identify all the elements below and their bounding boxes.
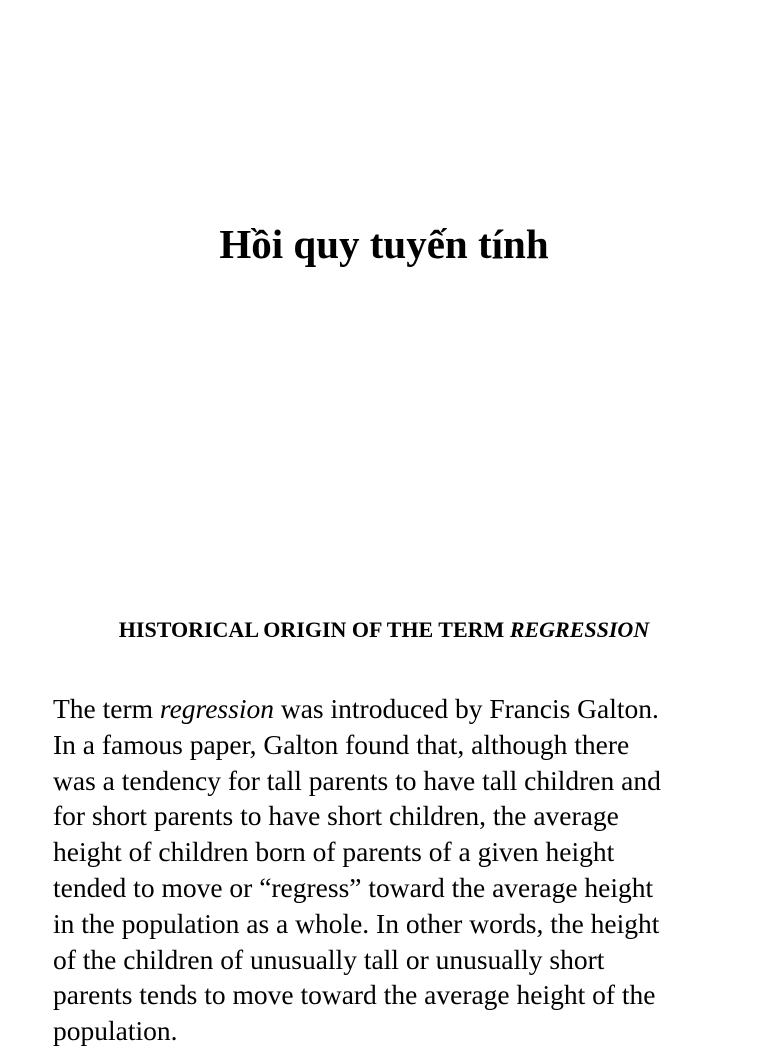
body-line: parents tends to move toward the average height of the <box>53 979 656 1011</box>
body-line: for short parents to have short children, the average <box>53 800 619 832</box>
section-heading-text: HISTORICAL ORIGIN OF THE TERM <box>118 617 510 642</box>
body-line: height of children born of parents of a given height <box>53 836 615 868</box>
body-line: tended to move or “regress” toward the average height <box>53 871 654 903</box>
body-line: of the children of unusually tall or unusually short <box>53 943 605 975</box>
body-line: was a tendency for tall parents to have tall children and <box>53 764 661 796</box>
page-title: Hồi quy tuyến tính <box>219 221 549 267</box>
section-heading <box>0 616 768 644</box>
body-line-text: The term <box>53 693 160 724</box>
body-line <box>53 691 743 727</box>
body-line: In a famous paper, Galton found that, although there <box>53 728 630 760</box>
body-paragraph <box>53 691 743 1049</box>
body-line-text: was introduced by Francis Galton. <box>273 693 659 724</box>
body-emphasis: regression <box>159 693 274 724</box>
section-heading-emphasis: REGRESSION <box>509 617 650 642</box>
body-line: in the population as a whole. In other words, the height <box>53 907 660 939</box>
body-line: population. <box>53 1015 178 1047</box>
